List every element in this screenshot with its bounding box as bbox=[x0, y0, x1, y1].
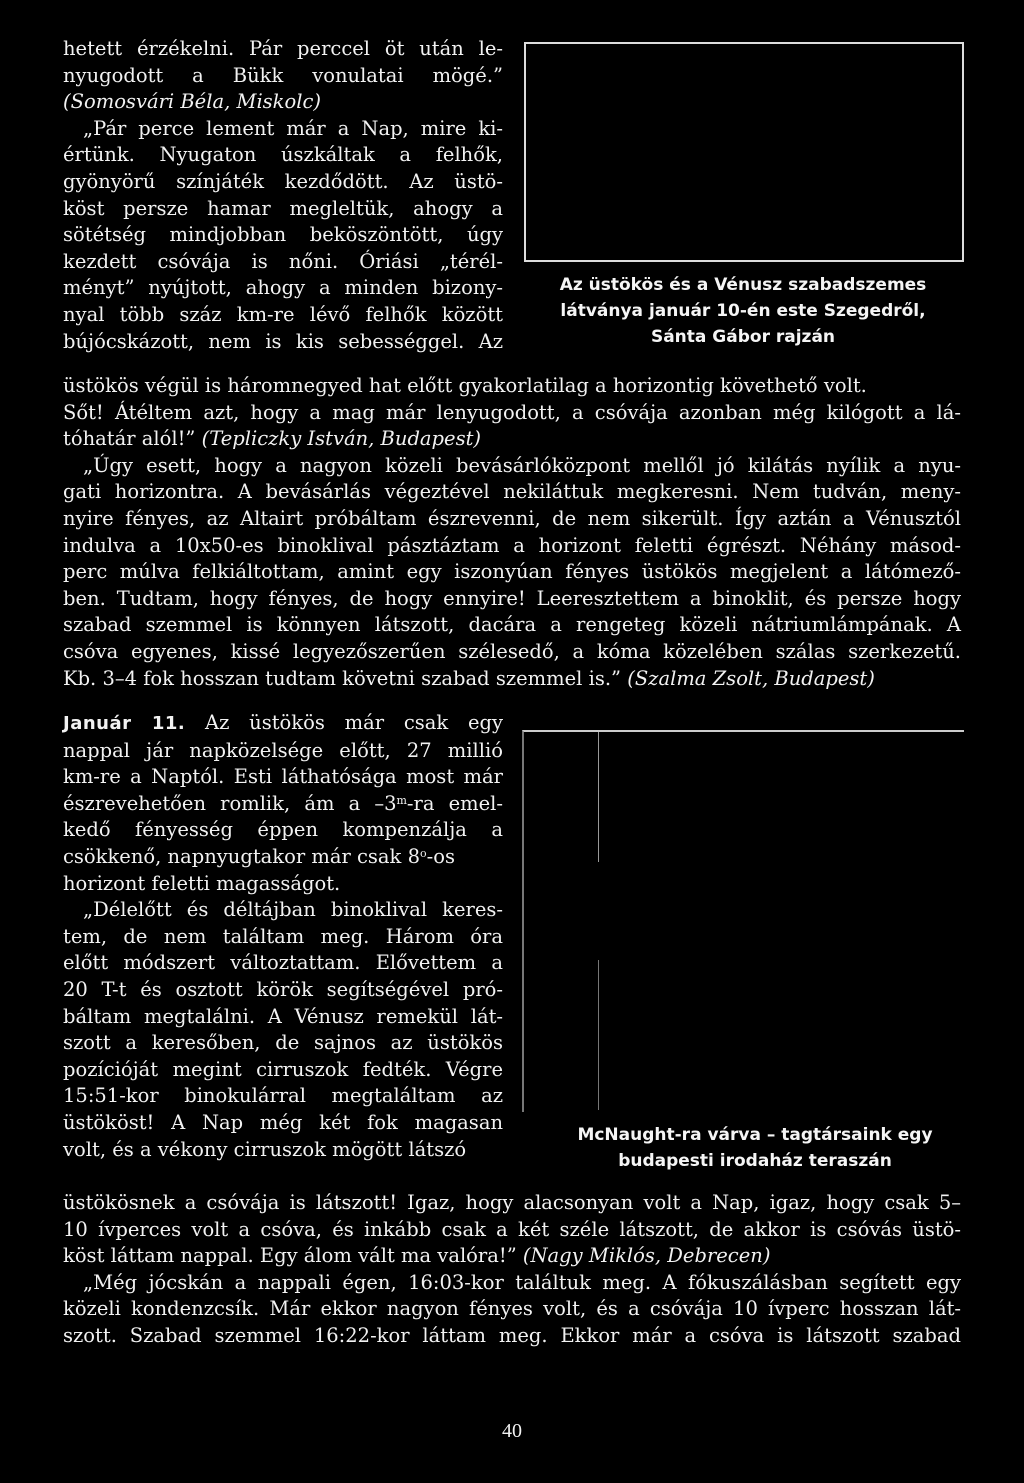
text-line: üstököst! A Nap még két fok magasan bbox=[63, 1110, 503, 1134]
text-line: szabad szemmel is könnyen látszott, dacára a rengeteg közeli nátriumlámpának. A bbox=[63, 613, 961, 637]
text-line: 20 T-t és osztott körök segítségével pró- bbox=[63, 977, 503, 1001]
text-line: üstökös végül is háromnegyed hat előtt gyakorlatilag a horizontig követhető volt. bbox=[63, 374, 867, 397]
text-line: kezdett csóvája is nőni. Óriási „térél- bbox=[63, 249, 503, 273]
text-line: nappal jár napközelsége előtt, 27 millió bbox=[63, 738, 503, 762]
text-line: kedő fényesség éppen kompenzálja a bbox=[63, 818, 503, 842]
page-number: 40 bbox=[502, 1420, 522, 1442]
text-column-full-2 bbox=[63, 1190, 961, 1350]
text-line bbox=[63, 426, 961, 453]
text-line bbox=[63, 791, 503, 818]
text-column-top bbox=[63, 36, 503, 355]
photo-terrace bbox=[522, 730, 964, 1112]
magnitude-unit: m bbox=[396, 793, 407, 807]
text-line bbox=[63, 666, 961, 693]
text-line: gati horizontra. A bevásárlás végeztével nekiláttuk megkeresni. Nem tudván, meny- bbox=[63, 480, 961, 504]
photo2-caption bbox=[548, 1122, 962, 1174]
text-fragment: -os bbox=[426, 844, 455, 868]
photo2-frame-line bbox=[598, 960, 599, 1110]
text-line: értünk. Nyugaton úszkáltak a felhők, bbox=[63, 143, 503, 167]
photo1-caption bbox=[520, 272, 966, 350]
text-line: pozícióját megint cirruszok fedték. Végre bbox=[63, 1057, 503, 1081]
caption-line: látványa január 10-én este Szegedről, bbox=[560, 301, 926, 321]
text-line: „Úgy esett, hogy a nagyon közeli bevásárlóközpont mellől jó kilátás nyílik a nyu- bbox=[83, 453, 961, 477]
caption-line: Sánta Gábor rajzán bbox=[650, 327, 836, 347]
text-line: ben. Tudtam, hogy fényes, de hogy ennyire! Leeresztettem a binoklit, és persze hogy bbox=[63, 586, 961, 610]
text-line: nyal több száz km-re lévő felhők között bbox=[63, 302, 503, 326]
text-line: üstökösnek a csóvája is látszott! Igaz, hogy alacsonyan volt a Nap, igaz, hogy csak 5– bbox=[63, 1191, 961, 1214]
text-line: „Még jócskán a nappali égen, 16:03-kor találtuk meg. A fókuszálásban segített egy bbox=[83, 1270, 961, 1294]
text-fragment: csökkenő, napnyugtakor már csak 8 bbox=[63, 844, 420, 868]
text-line: indulva a 10x50-es binoklival pásztáztam a horizont feletti égrészt. Néhány másod- bbox=[63, 533, 961, 557]
text-line: Sőt! Átéltem azt, hogy a mag már lenyugodott, a csóvája azonban még kilógott a lá- bbox=[63, 400, 961, 424]
author-citation: (Szalma Zsolt, Budapest) bbox=[627, 666, 875, 690]
text-line: köst persze hamar megleltük, ahogy a bbox=[63, 196, 503, 220]
text-line: szott. Szabad szemmel 16:22-kor láttam meg. Ekkor már a csóva is látszott szabad bbox=[63, 1323, 961, 1347]
degree-unit: o bbox=[419, 846, 427, 860]
text-line: nyire fényes, az Altairt próbáltam észrevenni, de nem sikerült. Így aztán a Vénusztól bbox=[63, 506, 961, 530]
quote-end: tóhatár alól!” bbox=[63, 427, 196, 451]
text-line: 10 ívperces volt a csóva, és inkább csak a két széle látszott, de akkor is csóvás üstö- bbox=[63, 1217, 961, 1241]
photo-comet-venus bbox=[524, 42, 964, 262]
text-line: bújócskázott, nem is kis sebességgel. Az bbox=[63, 329, 503, 353]
author-citation: (Somosvári Béla, Miskolc) bbox=[63, 90, 322, 114]
quote-end: Kb. 3–4 fok hosszan tudtam követni szabad szemmel is.” bbox=[63, 666, 622, 690]
text-line: „Délelőtt és déltájban binoklival keres- bbox=[83, 898, 503, 922]
text-line bbox=[63, 1243, 961, 1270]
text-line: perc múlva felkiáltottam, amint egy iszonyúan fényes üstökös megjelent a látómező- bbox=[63, 560, 961, 584]
text-line: km-re a Naptól. Esti láthatósága most már bbox=[63, 765, 503, 789]
date-heading: Január 11. bbox=[63, 713, 186, 734]
text-line: horizont feletti magasságot. bbox=[63, 871, 341, 895]
text-line: sötétség mindjobban beköszöntött, úgy bbox=[63, 223, 503, 247]
text-line: báltam megtalálni. A Vénusz remekül lát- bbox=[63, 1004, 503, 1028]
text-line: közeli kondenzcsík. Már ekkor nagyon fényes volt, és a csóvája 10 ívperc hosszan lát- bbox=[63, 1297, 961, 1321]
photo2-frame-line bbox=[598, 732, 599, 862]
text-line: tem, de nem találtam meg. Három óra bbox=[63, 924, 503, 948]
text-fragment: -ra emel- bbox=[406, 791, 503, 815]
text-line bbox=[63, 844, 503, 871]
author-citation: (Nagy Miklós, Debrecen) bbox=[522, 1244, 771, 1268]
quote-end: köst láttam nappal. Egy álom vált ma valóra!” bbox=[63, 1244, 517, 1268]
text-line bbox=[63, 89, 503, 116]
caption-line: Az üstökös és a Vénusz szabadszemes bbox=[559, 275, 927, 295]
text-line: ményt” nyújtott, ahogy a minden bizony- bbox=[63, 276, 503, 300]
text-line: gyönyörű színjáték kezdődött. Az üstö- bbox=[63, 169, 503, 193]
text-line: 15:51-kor binokulárral megtaláltam az bbox=[63, 1084, 503, 1108]
author-citation: (Tepliczky István, Budapest) bbox=[201, 427, 482, 451]
caption-line: budapesti irodaház teraszán bbox=[618, 1151, 892, 1171]
text-line: szott a keresőben, de sajnos az üstökös bbox=[63, 1031, 503, 1055]
text-line: volt, és a vékony cirruszok mögött látszó bbox=[63, 1137, 467, 1161]
text-line: előtt módszert változtattam. Elővettem a bbox=[63, 951, 503, 975]
caption-line: McNaught-ra várva – tagtársaink egy bbox=[577, 1125, 933, 1145]
text-column-full-1 bbox=[63, 373, 961, 692]
text-line: nyugodott a Bükk vonulatai mögé.” bbox=[63, 63, 503, 87]
text-fragment: Az üstökös már csak egy bbox=[205, 711, 504, 734]
text-line: „Pár perce lement már a Nap, mire ki- bbox=[83, 116, 503, 140]
text-line: hetett érzékelni. Pár perccel öt után le- bbox=[63, 37, 503, 60]
text-fragment: észrevehetően romlik, ám a –3 bbox=[63, 791, 397, 815]
text-column-bottom bbox=[63, 710, 503, 1163]
text-line: csóva egyenes, kissé legyezőszerűen szélesedő, a kóma közelében szálas szerkezetű. bbox=[63, 639, 961, 663]
text-line bbox=[63, 710, 503, 738]
